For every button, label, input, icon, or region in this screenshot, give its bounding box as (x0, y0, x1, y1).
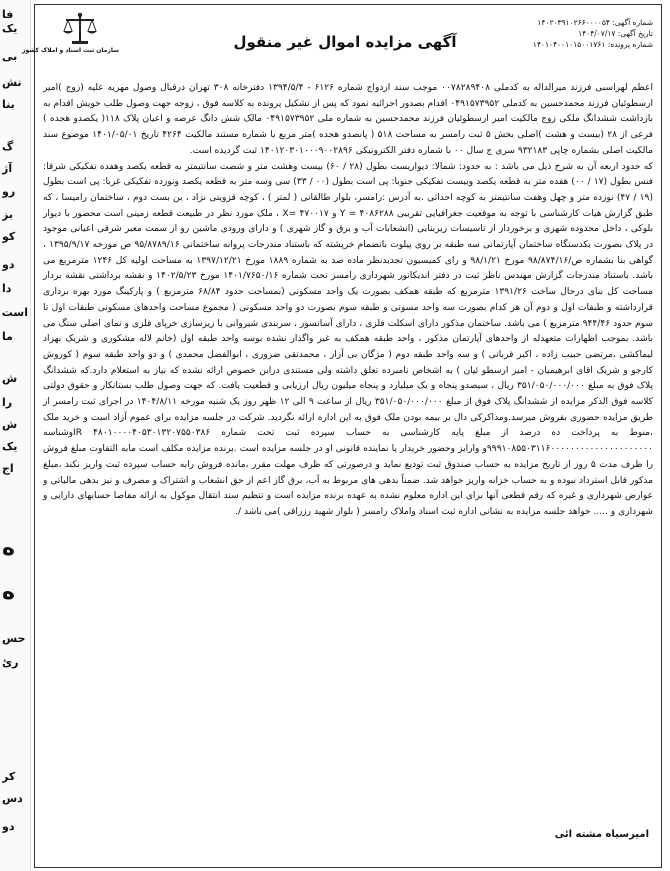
scales-of-justice-icon (60, 11, 100, 47)
strip-fragment: دا (2, 282, 12, 295)
strip-fragment: ش (2, 372, 18, 385)
strip-fragment: ما (2, 330, 13, 343)
strip-fragment: دو (2, 258, 15, 271)
strip-fragment: بی (2, 50, 18, 63)
notice-date: تاریخ آگهی: ۱۴۰۴/۰۷/۱۷ (578, 29, 653, 38)
strip-fragment: اج (2, 462, 14, 475)
strip-fragment: نش (2, 76, 22, 89)
notice-body (43, 81, 653, 521)
strip-fragment: فا (2, 8, 14, 21)
strip-fragment: دو (2, 820, 15, 833)
strip-fragment: ش (2, 418, 18, 431)
strip-fragment: بنا (2, 98, 15, 111)
notice-number: شماره آگهی: ۱۴۰۲۰۳۹۱۰۲۶۶۰۰۰۰۵۴ (537, 18, 653, 27)
strip-fragment: ه (2, 536, 15, 561)
adjacent-column-strip (0, 0, 31, 871)
signature: امیرسیاه مشته ائی (554, 829, 649, 840)
emblem-caption: سازمان ثبت اسناد و املاک کشور (22, 47, 119, 54)
strip-fragment: حس (2, 632, 26, 645)
strip-fragment: کو (2, 230, 16, 243)
strip-fragment: رو (2, 185, 16, 198)
strip-fragment: کر (2, 770, 16, 783)
strip-fragment: دس (2, 792, 23, 805)
body-paragraph-2: که حدود اربعه آن به شرح ذیل می باشد : به حدود: شمالا: دیواریست بطول (۲۸ / ۶۰) بیست وهشت متر و شصت سانتیمتر به قطعه یکصد وهفده تفکیکی شرقا: فنس بطول (۱۷ / ۰۰) هفده متر به قطعه یکصد وبیست تفکیکی جنوبا: پی است بطول (۰۰ / ۳۳) سی وسه متر به قطعه یکصد ونوزده تفکیکی غربا: پی است بطول (۱۹ / ۴۷) نوزده متر و چهل وهفت سانتیمتر به کوچه احداثی .به آدرس :رامسر، بلوار طالقانی ( لمتر ) ، کوچه قزوینی نژاد ، بن بست دوم ، ساختمان رامیسا ، که طبق گزارش هیات کارشناسی با توجه به موقعیت جغرافیایی تقریبی ۴۰۸۶۲۸۸ = Y و ۴۷۰۰۱۷ =X ، ملک مورد نظر در طبیعت قطعه زمینی است محصور با دیوار بلوکی ، داخل محدوده شهری و برخوردار از تاسیسات زیربنایی (انشعابات آب و برق و گاز شهری ) و دارای ورودی ماشین رو از سمت معبر شرقی اعیانی موجود در پلاک بصورت یکدستگاه ساختمان آپارتمانی سه طبقه بر روی پیلوت باتضمام خرپشته که باستناد مندرجات پروانه ساختمانی ۹۵/۸۷۸۹/۱۶ ص مورخه ۱۳۹۵/۹/۱۷ ، گواهی بنا بشماره ص/۹۸/۸۷۴/۱۶ مورخ ۹۸/۱/۲۱ و رای کمیسیون تجدیدنظر ماده صد به شماره ۱۸۸۹ مورخ ۱۳۹۷/۱۲/۲۱ به مساحت اولیه کل ۱۲۴۶ مترمربع می باشد. باستناد مندرجات گزارش مهندس ناظر ثبت در دفتر اندیکاتور شهرداری رامسر تحت شماره ۱۴۰۱/۷۶۵۰/۱۶ مورخ ۱۴۰۲/۵/۲۳ و نقشه برداشتی نقشه بردار مساحت کل بنای درحال ساخت ۱۳۹۱/۲۶ مترمربع که طبقه همکف بصورت یک واحد مسکونی (بمساحت حدود ۶۸/۸۴ مترمربع ) و پارکینگ مورد بهره برداری قرارداشته و طبقات اول و دوم آن هر کدام بصورت سه واحد مسونی و طبقه سوم بصورت دو واحد مسکونی ( مجموع مساحت واحدهای مسکونی طبقات اول تا سوم حدود ۹۴۴/۴۶ مترمربع ) می باشد. ساختمان مذکور دارای اسکلت فلزی ، دارای آسانسور ، سربندی شیروانی با زیرسازی خرپای فلزی و نمای اصلی سنگ می باشد. بموجب اظهارات متعهدله از واحدهای آپارتمان مذکور ، واحد طبقه همکف به غیر واگذار نشده بوسه واحد طبقه اول (خانم لاله مشکوری و شریک بهزاد لیماکشی ،مرتضی حبیب زاده ، اکبر قربانی ) و سه واحد طبقه دوم ( مژگان بی آزار ، محمدتقی ضروری ، ابوالفضل محمدی ) و دو واحد طبقه سوم ( کوروش کارجو و شریک اقای ابرهیمیان - امیر ارسطو ئیان ) به اشخاص نامبرده تعلق داشته ولی مستندی دراین خصوص ارائه نشده که نیاز به استعلام دارد.که ششدانگ پلاک فوق به مبلغ ۳۵۱/۰۵۰/۰۰۰/۰۰۰ ریال ، سیصدو پنجاه و یک میلیارد و پنجاه میلیون ریال ارزیابی و قطعیت یافت. که جهت وصول طلب بستانکار و حقوق دولتی کلاسه فوق الذکر مزایده از ششدانگ پلاک فوق از مبلغ ۳۵۱/۰۵۰/۰۰۰/۰۰۰ ریال از ساعت ۹ الی ۱۲ ظهر روز یک شنبه مورخه ۱۴۰۴/۸/۱۱ در اجرای ثبت رامسر از طریق مزایده حضوری بفروش میرسد.ومذاکرکی دال بر بیمه بودن ملک فوق به این اداره ارائه نگردید. شرکت در جلسه مزایده برای عموم آزاد است و خرید ملک ،منوط به پرداخت ده درصد از مبلغ پایه کارشناسی به حساب سپرده ثبت تحت شماره IR ۴۸۰۱۰۰۰۰۴۰۵۳۰۱۳۲۰۷۵۵۰۳۸۶وشناسه ۹۹۹۱۰۸۵۵۰۳۱۱۶۰۰۰۰۰۰۰۰۰۰۰۰۰۰۰۰۰۰۰۰۰و وارایز وحضور خریدار یا نماینده قانونی او در جلسه مزایده است .برنده مزایده مکلف است مابه التفاوت مبلغ فروش را ظرف مدت ۵ روز از تاریخ مزایده به حساب صندوق ثبت تودیع نماید و درصورتی که ظرف مهلت مقرر ،مانده فروش رابه حساب سپرده ثبت واریز نکند ،مبلغ مذکور قابل استرداد نبوده و به حساب خزانه واریز خواهد شد. ضمناً بدهی های مربوط به آب، برق گاز اعم از حق انشعاب و اشتراک و مصرف و نیز بدهی مالیاتی و عوارض شهرداری و غیره که رقم قطعی آنها برای این اداره معلوم نشده به عهده برنده مزایده است و تنظیم سند انتقال موکول به ارائه مفاصا حسابهای دارایی و شهرداری و ..... خواهد جلسه مزایده به نشانی اداره ثبت اسناد واملاک رامسر ( بلوار شهید رزراقی )می باشد /. (43, 161, 654, 517)
strip-fragment: ه (2, 580, 15, 605)
strip-fragment: است (2, 306, 28, 319)
body-paragraph-1: اعظم لهراسبی فرزند میرالداله به کدملی ۰۰۷۸۲۸۹۴۰۸ موجب سند ازدواج شماره ۶۱۲۶ - ۱۳۹۴/۵/۴ دفترخانه ۳۰۸ تهران درقبال وصول مهریه علیه (زوج )امیر ارسطوئیان فرزند محمدحسین به کدملی ۰۴۹۱۵۷۳۹۵۲ اقدام بصدور اجرائیه نمود که پس از تشکیل پرونده به کلاسه فوق ، زوجه جهت وصول طلب خویش اقدام به بازداشت ششدانگ ملکی زوج مالکیت امیر ارسطوئیان فرزند محمدحسین به شماره ملی ۰۴۹۱۵۷۳۹۵۲ مالک شش دانگ عرصه و اعیان پلاک ۱۱۸( یکصدو هجده ) فرعی از ۲۸ (بیست و هشت )اصلی بخش ۵ ثبت رامسر به مساحت ۵۱۸ ( پانصدو هجده )متر مربع با شماره مستند مالکیت ۴۲۶۴ تاریخ ۱۴۰۱/۰۵/۰۱ موضوع سند مالکیت اصلی بشماره چاپی ۹۳۲۱۸۳ سری ج سال ۰۰ با شماره دفتر الکترونیکی ۱۴۰۱۲۰۳۰۱۰۰۰۹۰۰۲۸۹۶ ثبت گردیده است. (43, 83, 654, 156)
notice-header (22, 5, 661, 65)
auction-notice (22, 4, 662, 868)
strip-fragment: رئ (2, 656, 19, 669)
strip-fragment: گ (2, 140, 14, 153)
strip-fragment: یک (2, 440, 18, 453)
case-number: شماره پرونده: ۱۴۰۱۰۴۰۰۱۰۱۵۰۰۱۷۶۱ (532, 40, 653, 49)
strip-fragment: آژ (2, 162, 13, 175)
page-title: آگهی مزایده اموال غیر منقول (233, 33, 457, 51)
strip-fragment: یک (2, 22, 18, 35)
registry-emblem (22, 11, 119, 63)
strip-fragment: را (2, 396, 13, 409)
notice-meta (503, 17, 653, 50)
strip-fragment: بز (2, 208, 13, 221)
